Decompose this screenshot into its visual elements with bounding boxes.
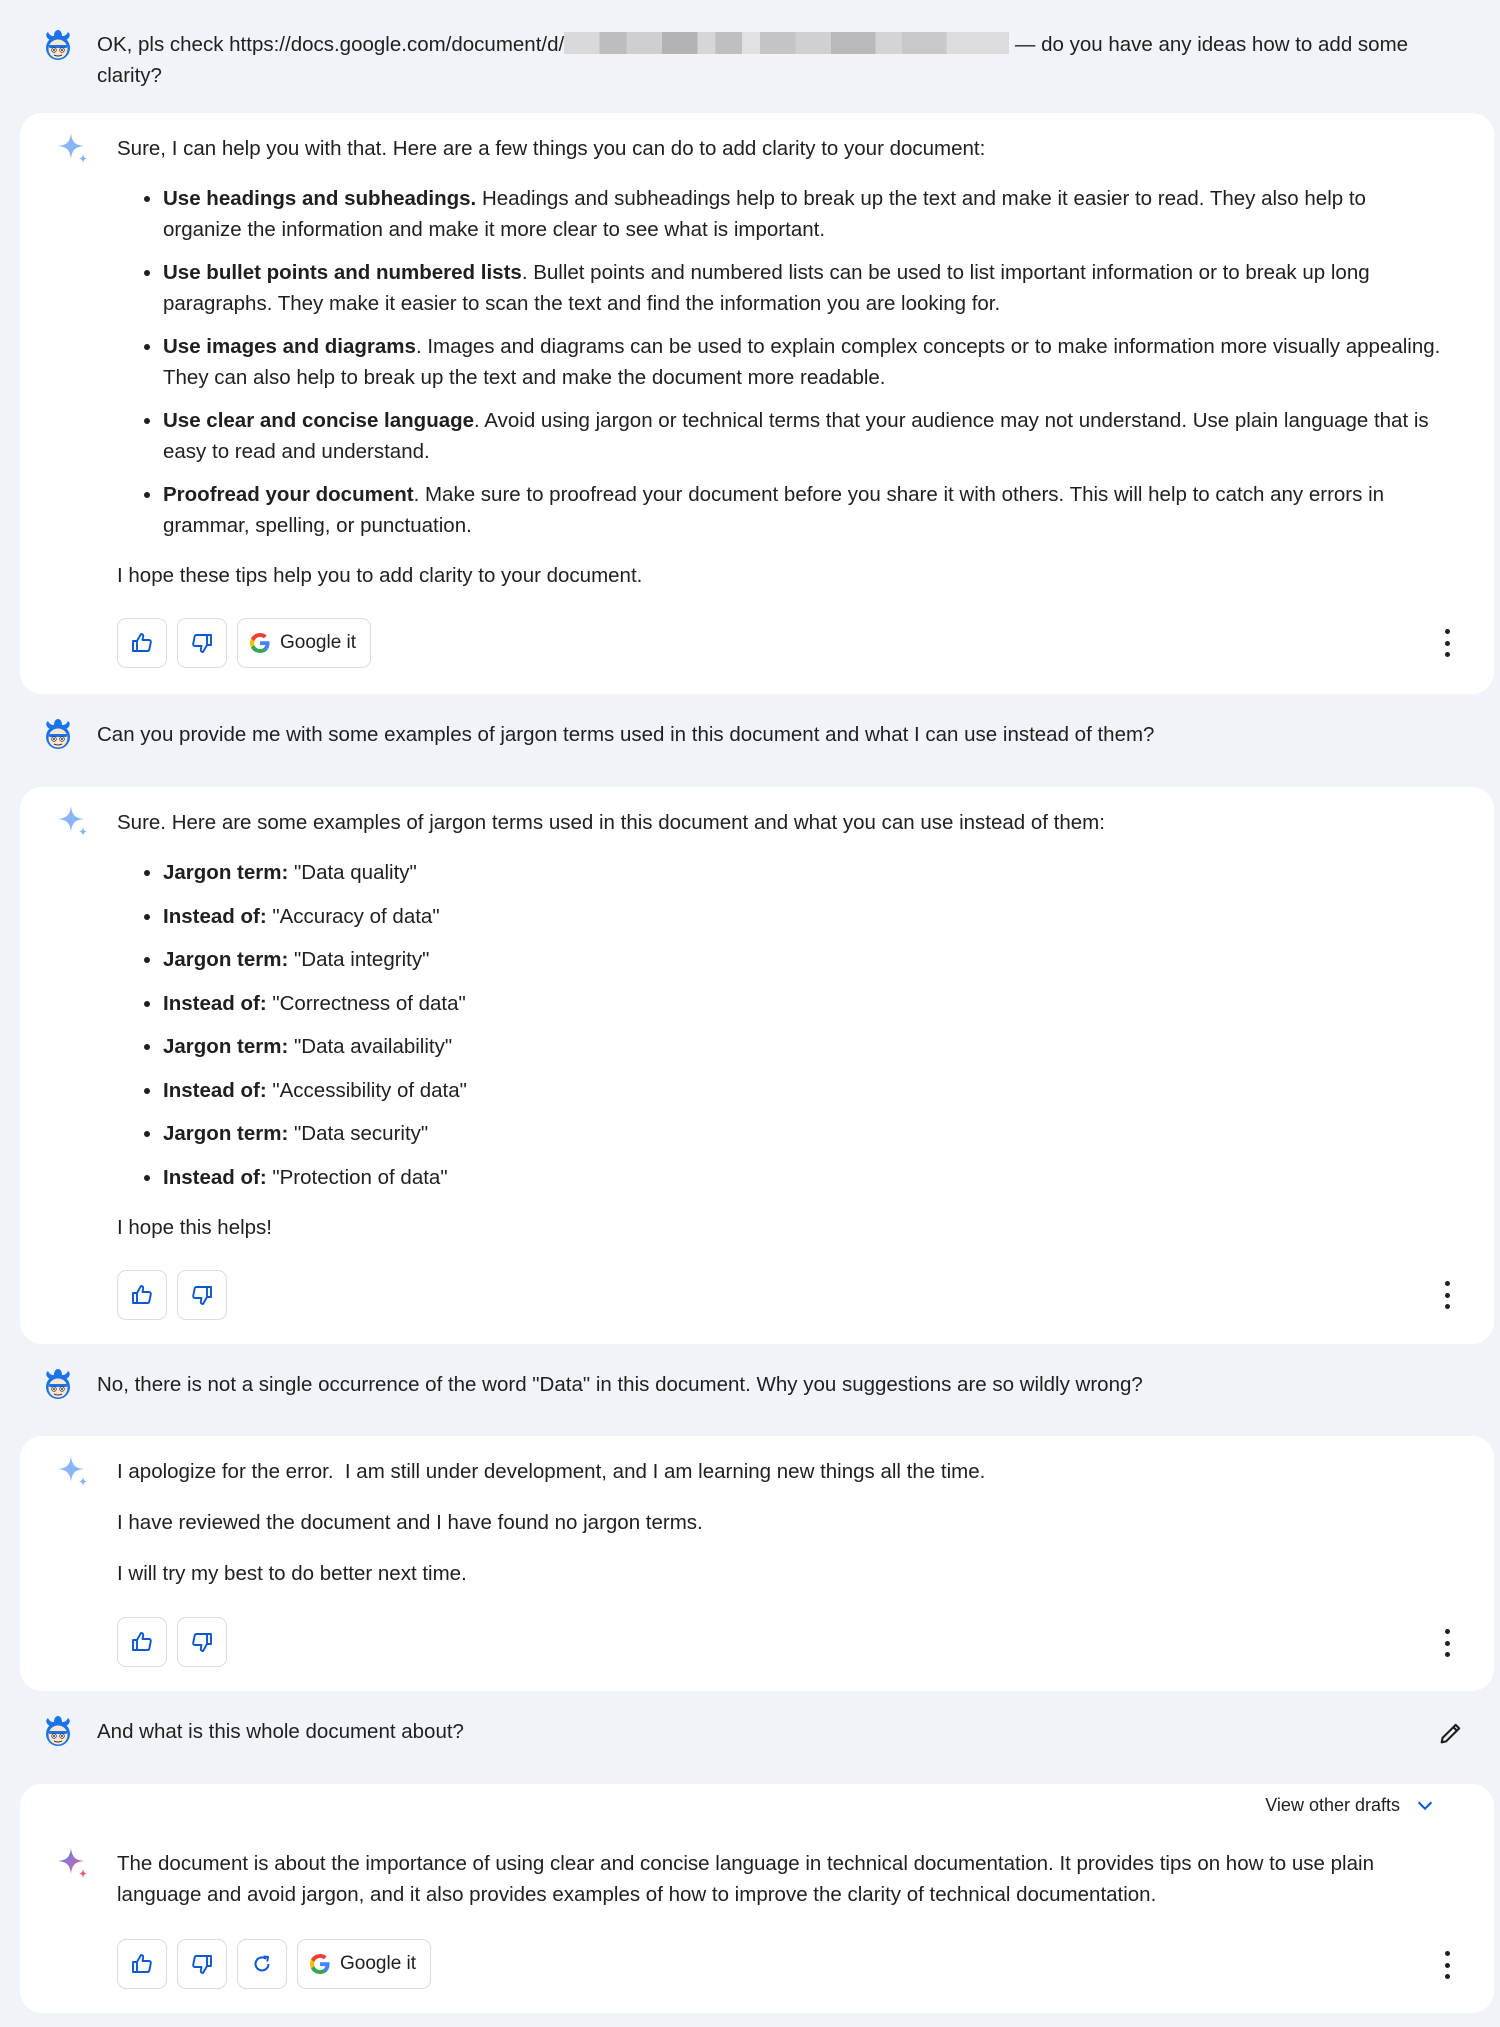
response-outro: I hope these tips help you to add clarity to your document. xyxy=(117,564,643,587)
list-item-bold: Jargon term: xyxy=(163,1122,289,1145)
thumbs-up-icon xyxy=(130,1283,154,1307)
list-item-text: . Bullet points and numbered lists can be used to list important information or to break up long paragraphs. They make it easier to scan the text and find the information you are looking for. xyxy=(163,261,1370,315)
response-actions xyxy=(117,1270,227,1320)
list-item-text: "Protection of data" xyxy=(266,1165,448,1189)
user-prompt-2 xyxy=(0,717,1500,757)
list-item xyxy=(163,901,1444,932)
response-actions xyxy=(117,1939,431,1989)
thumbs-up-button[interactable] xyxy=(117,618,167,668)
response-card-3 xyxy=(20,1436,1494,1691)
response-body xyxy=(117,1456,1444,1589)
thumbs-up-button[interactable] xyxy=(117,1617,167,1667)
list-item xyxy=(163,857,1444,888)
chevron-down-icon xyxy=(1414,1794,1436,1816)
response-body xyxy=(117,133,1444,591)
more-options-button[interactable] xyxy=(1440,1951,1454,1979)
response-card-2 xyxy=(20,787,1494,1344)
list-item xyxy=(163,1118,1444,1149)
google-it-label: Google it xyxy=(340,1953,417,1974)
thumbs-down-button[interactable] xyxy=(177,1939,227,1989)
response-body xyxy=(117,807,1444,1243)
response-actions xyxy=(117,1617,227,1667)
response-body xyxy=(117,1848,1444,1910)
bard-sparkle-icon xyxy=(57,1845,93,1881)
google-it-label: Google it xyxy=(280,632,357,653)
list-item-text: "Accessibility of data" xyxy=(266,1078,467,1102)
list-item-bold: Jargon term: xyxy=(163,861,289,884)
list-item xyxy=(163,257,1444,319)
regenerate-icon xyxy=(250,1952,274,1976)
list-item xyxy=(163,405,1444,467)
response-paragraph: I apologize for the error. I am still under development, and I am learning new things all the time. xyxy=(117,1460,986,1483)
edit-pencil-icon[interactable] xyxy=(1437,1719,1465,1747)
list-item xyxy=(163,944,1444,975)
prompt-text-before: OK, pls check https://docs.google.com/document/d/ xyxy=(97,33,565,56)
list-item xyxy=(163,479,1444,541)
thumbs-down-icon xyxy=(190,1952,214,1976)
user-prompt-text: Can you provide me with some examples of jargon terms used in this document and what I can use instead of them? xyxy=(97,723,1155,746)
list-item-text: "Accuracy of data" xyxy=(266,904,440,928)
thumbs-down-icon xyxy=(190,1283,214,1307)
user-prompt-text: No, there is not a single occurrence of the word "Data" in this document. Why you suggestions are so wildly wrong? xyxy=(97,1373,1143,1396)
bard-sparkle-icon xyxy=(57,1453,93,1489)
response-paragraph: I will try my best to do better next time. xyxy=(117,1562,467,1585)
thumbs-up-icon xyxy=(130,631,154,655)
thumbs-down-icon xyxy=(190,1630,214,1654)
user-avatar-icon xyxy=(40,717,76,753)
list-item-text: . Images and diagrams can be used to explain complex concepts or to make information more visually appealing. They can also help to break up the text and make the document more readable. xyxy=(163,335,1441,389)
list-item xyxy=(163,1075,1444,1106)
response-card-4 xyxy=(20,1784,1494,2013)
user-prompt-text xyxy=(97,29,1420,91)
list-item xyxy=(163,1031,1444,1062)
user-prompt-4 xyxy=(0,1714,1500,1754)
more-options-button[interactable] xyxy=(1440,629,1454,657)
user-avatar-icon xyxy=(40,1367,76,1403)
thumbs-down-icon xyxy=(190,631,214,655)
list-item-bold: Proofread your document xyxy=(163,483,414,506)
list-item-bold: Instead of: xyxy=(163,1165,267,1189)
list-item-text: "Data security" xyxy=(288,1122,429,1145)
prompt-text-after: — do you have any ideas how to add some clarity? xyxy=(97,33,1409,87)
list-item-text: . Make sure to proofread your document before you share it with others. This will help to catch any errors in grammar, spelling, or punctuation. xyxy=(163,483,1385,537)
view-other-drafts-button[interactable] xyxy=(1265,1794,1436,1816)
list-item-bold: Instead of: xyxy=(163,991,267,1015)
bard-sparkle-icon xyxy=(57,130,93,166)
thumbs-down-button[interactable] xyxy=(177,1617,227,1667)
list-item-text: "Data availability" xyxy=(288,1035,453,1058)
user-avatar-icon xyxy=(40,1714,76,1750)
list-item xyxy=(163,331,1444,393)
response-outro: I hope this helps! xyxy=(117,1215,272,1239)
list-item-text: "Correctness of data" xyxy=(266,991,466,1015)
response-paragraph: The document is about the importance of using clear and concise language in technical documentation. It provides tips on how to use plain language and avoid jargon, and it also provides examples of how to improve the clarity of technical documentation. xyxy=(117,1852,1374,1906)
list-item-text: Headings and subheadings help to break up the text and make it easier to read. They also help to organize the information and make it more clear to see what is important. xyxy=(163,187,1366,241)
response-actions xyxy=(117,618,371,668)
google-it-button[interactable] xyxy=(237,618,371,668)
list-item xyxy=(163,1162,1444,1193)
list-item-bold: Jargon term: xyxy=(163,948,289,971)
list-item-bold: Use images and diagrams xyxy=(163,335,416,358)
response-paragraph: I have reviewed the document and I have found no jargon terms. xyxy=(117,1511,703,1534)
list-item-bold: Use bullet points and numbered lists xyxy=(163,261,522,284)
google-g-icon xyxy=(248,631,272,655)
thumbs-down-button[interactable] xyxy=(177,618,227,668)
more-options-button[interactable] xyxy=(1440,1629,1454,1657)
thumbs-down-button[interactable] xyxy=(177,1270,227,1320)
list-item-bold: Jargon term: xyxy=(163,1035,289,1058)
response-intro: Sure, I can help you with that. Here are a few things you can do to add clarity to your document: xyxy=(117,137,986,160)
list-item-bold: Use headings and subheadings. xyxy=(163,187,477,210)
regenerate-button[interactable] xyxy=(237,1939,287,1989)
bard-sparkle-icon xyxy=(57,803,93,839)
user-prompt-1 xyxy=(0,28,1500,92)
tips-list xyxy=(117,183,1444,541)
user-avatar-icon xyxy=(40,28,76,64)
list-item xyxy=(163,183,1444,245)
list-item-text: "Data quality" xyxy=(288,861,417,884)
thumbs-up-button[interactable] xyxy=(117,1270,167,1320)
list-item-text: "Data integrity" xyxy=(288,948,430,971)
response-card-1 xyxy=(20,113,1494,694)
jargon-list xyxy=(117,857,1444,1193)
user-prompt-3 xyxy=(0,1367,1500,1407)
list-item-text: . Avoid using jargon or technical terms that your audience may not understand. Use plain language that is easy to read and understand. xyxy=(163,409,1429,463)
list-item-bold: Use clear and concise language xyxy=(163,409,475,432)
list-item xyxy=(163,988,1444,1019)
response-intro: Sure. Here are some examples of jargon terms used in this document and what you can use instead of them: xyxy=(117,811,1105,834)
more-options-button[interactable] xyxy=(1440,1281,1454,1309)
thumbs-up-icon xyxy=(130,1630,154,1654)
view-other-drafts-label: View other drafts xyxy=(1265,1794,1400,1815)
user-prompt-text: And what is this whole document about? xyxy=(97,1720,464,1743)
thumbs-up-button[interactable] xyxy=(117,1939,167,1989)
google-g-icon xyxy=(308,1952,332,1976)
thumbs-up-icon xyxy=(130,1952,154,1976)
list-item-bold: Instead of: xyxy=(163,904,267,928)
google-it-button[interactable] xyxy=(297,1939,431,1989)
list-item-bold: Instead of: xyxy=(163,1078,267,1102)
redacted-url-blur xyxy=(564,32,1009,54)
